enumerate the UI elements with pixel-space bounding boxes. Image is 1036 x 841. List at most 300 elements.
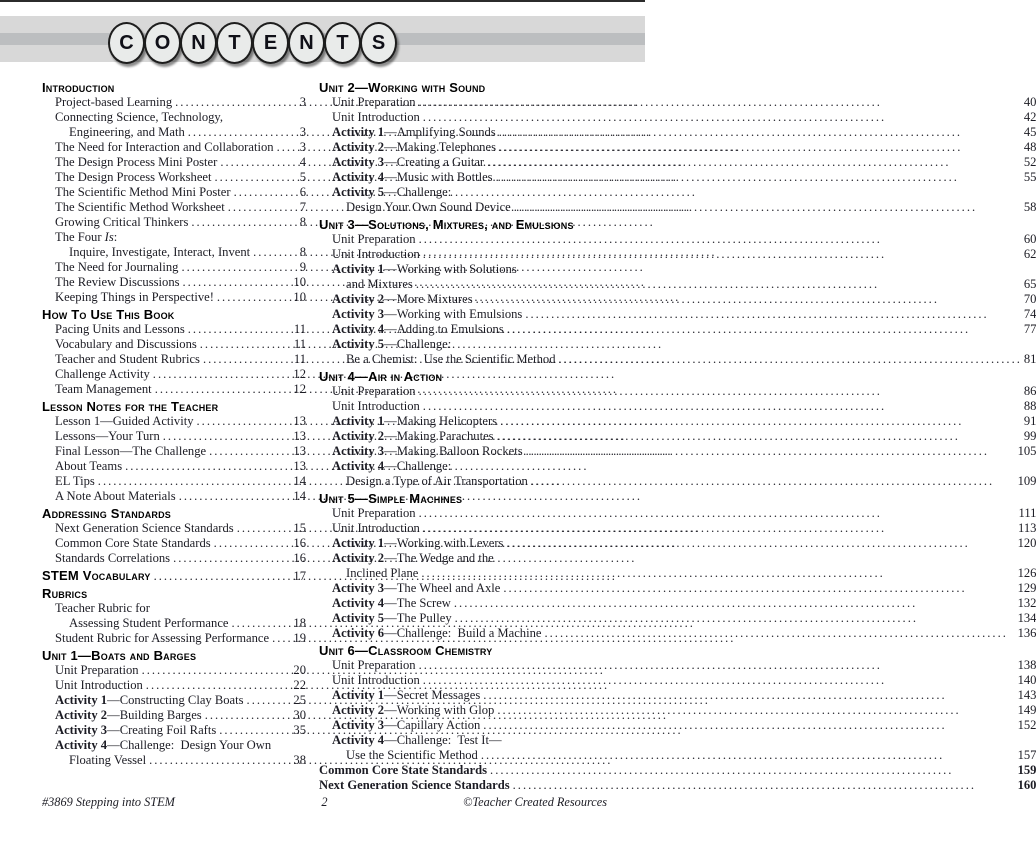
toc-entry (42, 382, 306, 397)
letter-glyph: N (191, 32, 206, 54)
toc-section (42, 648, 306, 768)
toc-entry-label: Activity 2—More Mixtures (332, 292, 473, 306)
toc-entry (42, 170, 306, 185)
toc-entry-label: The Four Is: (55, 230, 118, 244)
page-number: 88 (1023, 399, 1036, 413)
dot-leader (559, 352, 1022, 367)
toc-section (319, 491, 1036, 641)
page-number: 16 (293, 551, 306, 565)
toc-entry-label: Activity 1—Constructing Clay Boats (55, 693, 244, 707)
page-number: 129 (1017, 581, 1036, 595)
toc-entry-label: Final Lesson—The Challenge (55, 444, 207, 458)
letter-badge (180, 22, 217, 64)
toc-entry (319, 292, 1036, 307)
dot-leader (500, 414, 1022, 429)
dot-leader (454, 596, 1016, 611)
toc-entry-label: Activity 5—Challenge: (332, 337, 452, 351)
dot-leader (232, 616, 292, 631)
dot-leader (423, 521, 1016, 536)
dot-leader (205, 708, 292, 723)
toc-entry-label: Inclined Plane (346, 566, 419, 580)
toc-entry (319, 200, 1036, 215)
toc-entry (42, 215, 306, 230)
toc-entry (319, 429, 1036, 444)
section-heading-label: Unit 6—Classroom Chemistry (319, 643, 493, 658)
letter-glyph: C (119, 32, 134, 54)
section-heading-label: Unit 4—Air in Action (319, 369, 443, 384)
section-heading-label: Introduction (42, 80, 115, 95)
page-number: 62 (1023, 247, 1036, 261)
page-number: 132 (1017, 596, 1036, 610)
toc-entry (319, 566, 1036, 581)
dot-leader (98, 474, 292, 489)
dot-leader (490, 763, 1016, 778)
toc-entry (319, 673, 1036, 688)
toc-entry-label: Next Generation Science Standards (55, 521, 234, 535)
page-number: 8 (299, 215, 306, 229)
page-number: 13 (293, 429, 306, 443)
dot-leader (423, 673, 1016, 688)
page-number: 25 (293, 693, 306, 707)
toc-entry (319, 521, 1036, 536)
dot-leader (253, 245, 298, 260)
dot-leader (203, 352, 292, 367)
page-number: 15 (293, 521, 306, 535)
toc-section (42, 586, 306, 646)
page-number: 12 (293, 382, 306, 396)
toc-section (42, 399, 306, 504)
toc-section (319, 369, 1036, 489)
toc-entry-label: Activity 1—Amplifying Sounds (332, 125, 496, 139)
toc-entry (319, 551, 1036, 566)
dot-leader (483, 718, 1015, 733)
dot-leader (200, 337, 292, 352)
toc-entry (319, 703, 1036, 718)
section-heading-label: Unit 1—Boats and Barges (42, 648, 197, 663)
page-number: 157 (1017, 748, 1036, 762)
dot-leader (163, 429, 292, 444)
dot-leader (506, 536, 1015, 551)
page-number: 9 (299, 260, 306, 274)
dot-leader (217, 290, 292, 305)
dot-leader (531, 474, 1016, 489)
toc-entry-label: Challenge Activity (55, 367, 150, 381)
toc-entry (42, 352, 306, 367)
toc-entry (319, 658, 1036, 673)
page-number: 136 (1017, 626, 1036, 640)
section-heading (42, 506, 306, 521)
page-number: 17 (293, 569, 306, 583)
toc-entry (42, 738, 306, 753)
toc-entry-label: Use the Scientific Method (346, 748, 478, 762)
dot-leader (481, 748, 1016, 763)
toc-entry-label: Activity 3—Creating a Guitar (332, 155, 485, 169)
toc-entry-label: Keeping Things in Perspective! (55, 290, 214, 304)
dot-leader (419, 506, 1017, 521)
toc-entry-label: The Scientific Method Mini Poster (55, 185, 231, 199)
toc-entry (42, 110, 306, 125)
toc-entry-label: Lesson 1—Guided Activity (55, 414, 194, 428)
dot-leader (499, 140, 1022, 155)
section-heading (319, 643, 1036, 658)
toc-entry (42, 322, 306, 337)
letter-badge (108, 22, 145, 64)
page-number: 11 (293, 322, 306, 336)
toc-entry (42, 489, 306, 504)
toc-entry-label: Activity 2—The Wedge and the (332, 551, 494, 565)
toc-entry (319, 611, 1036, 626)
page-number: 6 (299, 185, 306, 199)
toc-entry-label: Activity 2—Making Telephones (332, 140, 496, 154)
section-heading (42, 648, 306, 663)
page-number: 22 (293, 678, 306, 692)
section-heading-label: How To Use This Book (42, 307, 175, 322)
page-number: 52 (1023, 155, 1036, 169)
toc-entry (319, 337, 1036, 352)
toc-entry-label: Teacher Rubric for (55, 601, 150, 615)
toc-entry (42, 185, 306, 200)
toc-entry (42, 140, 306, 155)
toc-entry (319, 125, 1036, 140)
letter-badge (216, 22, 253, 64)
toc-entry (319, 778, 1036, 793)
page-number: 81 (1023, 352, 1036, 366)
page-number: 10 (293, 290, 306, 304)
dot-leader (183, 275, 292, 290)
page-number: 111 (1018, 506, 1036, 520)
dot-leader (507, 322, 1022, 337)
dot-leader (188, 125, 298, 140)
page-number: 70 (1023, 292, 1036, 306)
toc-entry (319, 155, 1036, 170)
toc-entry-label: Activity 1—Working with Levers (332, 536, 504, 550)
page-number: 35 (293, 723, 306, 737)
dot-leader (423, 110, 1022, 125)
toc-entry (319, 414, 1036, 429)
toc-entry-label: Activity 2—Making Parachutes (332, 429, 494, 443)
toc-entry-label: EL Tips (55, 474, 95, 488)
toc-entry-label: Unit Introduction (332, 673, 420, 687)
toc-entry-label: Lessons—Your Turn (55, 429, 160, 443)
dot-leader (514, 200, 1022, 215)
dot-leader (423, 247, 1022, 262)
page-top-rule (0, 0, 645, 2)
toc-entry-label: Unit Preparation (55, 663, 139, 677)
toc-entry-label: Unit Preparation (332, 232, 416, 246)
toc-entry (319, 718, 1036, 733)
page-number: 159 (1017, 763, 1036, 777)
toc-entry-label: Engineering, and Math (69, 125, 185, 139)
dot-leader (277, 140, 298, 155)
page-number: 4 (299, 155, 306, 169)
dot-leader (214, 536, 292, 551)
toc-entry-label: Teacher and Student Rubrics (55, 352, 200, 366)
toc-entry (319, 763, 1036, 778)
toc-section (319, 643, 1036, 763)
letter-glyph: N (299, 32, 314, 54)
toc-entry (42, 663, 306, 678)
toc-entry (319, 322, 1036, 337)
toc-entry-label: Activity 1—Working with Solutions (332, 262, 517, 276)
page-number: 13 (293, 459, 306, 473)
toc-entry-label: Activity 2—Working with Glop (332, 703, 495, 717)
section-heading (319, 369, 1036, 384)
toc-entry-label: Unit Introduction (332, 110, 420, 124)
dot-leader (197, 414, 292, 429)
footer-publisher: ©Teacher Created Resources (463, 795, 607, 809)
toc-entry-label: About Teams (55, 459, 123, 473)
footer-book-id: #3869 Stepping into STEM (42, 795, 175, 809)
page-number: 40 (1023, 95, 1036, 109)
toc-entry (319, 140, 1036, 155)
toc-entry (319, 581, 1036, 596)
toc-entry-label: The Design Process Worksheet (55, 170, 212, 184)
toc-entry (42, 536, 306, 551)
toc-section (42, 506, 306, 566)
toc-entry-label: Activity 1—Secret Messages (332, 688, 481, 702)
page-number: 5 (299, 170, 306, 184)
page-number: 10 (293, 275, 306, 289)
toc-entry (319, 474, 1036, 489)
toc-entry-label: Activity 2—Building Barges (55, 708, 202, 722)
dot-leader (496, 170, 1022, 185)
toc-entry-label: Pacing Units and Lessons (55, 322, 185, 336)
toc-entry-label: The Scientific Method Worksheet (55, 200, 225, 214)
toc-section (319, 80, 1036, 215)
page-number: 77 (1023, 322, 1036, 336)
toc-entry-label: Standards Correlations (55, 551, 171, 565)
dot-leader (247, 693, 292, 708)
page-number: 58 (1023, 200, 1036, 214)
page-number: 109 (1017, 474, 1036, 488)
section-heading-label: Unit 3—Solutions, Mixtures, and Emulsions (319, 217, 574, 232)
toc-entry (42, 631, 306, 646)
toc-entry-label: The Design Process Mini Poster (55, 155, 218, 169)
toc-entry (319, 506, 1036, 521)
dot-leader (149, 753, 291, 768)
toc-entry-label: Activity 4—The Screw (332, 596, 451, 610)
letter-glyph: T (336, 32, 349, 54)
toc-entry (319, 459, 1036, 474)
toc-section (42, 307, 306, 397)
toc-entry (42, 616, 306, 631)
dot-leader (545, 626, 1016, 641)
section-heading (319, 217, 1036, 232)
section-heading (319, 80, 1036, 95)
page-number: 152 (1017, 718, 1036, 732)
dot-leader (416, 277, 1022, 292)
toc-entry (319, 733, 1036, 748)
toc-entry-label: Activity 4—Adding to Emulsions (332, 322, 504, 336)
page-number: 38 (293, 753, 306, 767)
toc-entry (42, 521, 306, 536)
page-number: 149 (1017, 703, 1036, 717)
toc-entry (319, 110, 1036, 125)
section-heading-label: Unit 5—Simple Machines (319, 491, 463, 506)
section-heading-label: Lesson Notes for the Teacher (42, 399, 219, 414)
dot-leader (155, 382, 292, 397)
toc-entry-label: Floating Vessel (69, 753, 147, 767)
section-heading-label: Rubrics (42, 586, 88, 601)
letter-glyph: S (371, 32, 386, 54)
section-heading (42, 568, 306, 584)
letter-glyph: E (263, 32, 278, 54)
toc-entry-label: Common Core State Standards (319, 763, 488, 777)
toc-entry-label: Design Your Own Sound Device (346, 200, 511, 214)
toc-entry (42, 708, 306, 723)
page-number: 11 (293, 352, 306, 366)
page-number: 19 (293, 631, 306, 645)
toc-entry (42, 125, 306, 140)
dot-leader (142, 663, 292, 678)
page-number: 7 (299, 200, 306, 214)
toc-section (42, 80, 306, 305)
dot-leader (419, 658, 1016, 673)
toc-entry (42, 723, 306, 738)
dot-leader (237, 521, 292, 536)
toc-entry (42, 260, 306, 275)
page-number: 14 (293, 474, 306, 488)
toc-entry (319, 352, 1036, 367)
page-number: 16 (293, 536, 306, 550)
toc-entry-label: Activity 3—The Wheel and Axle (332, 581, 501, 595)
toc-entry-label: Unit Introduction (332, 521, 420, 535)
letter-badge (324, 22, 361, 64)
contents-wordmark (108, 22, 396, 64)
dot-leader (181, 260, 297, 275)
dot-leader (525, 307, 1022, 322)
page-number: 3 (299, 125, 306, 139)
toc-entry (319, 596, 1036, 611)
dot-leader (497, 703, 1015, 718)
toc-entry-label: Activity 3—Working with Emulsions (332, 307, 523, 321)
toc-entry (42, 753, 306, 768)
page-number: 60 (1023, 232, 1036, 246)
dot-leader (175, 95, 298, 110)
dot-leader (476, 292, 1022, 307)
page-number: 74 (1023, 307, 1036, 321)
toc-entry (42, 367, 306, 382)
toc-entry (42, 95, 306, 110)
toc-entry-label: and Mixtures (346, 277, 413, 291)
toc-entry-label: Activity 4—Music with Bottles (332, 170, 493, 184)
page-number: 113 (1018, 521, 1036, 535)
toc-entry (42, 290, 306, 305)
toc-entry (319, 247, 1036, 262)
page-number: 160 (1017, 778, 1036, 792)
toc-entry-label: Unit Preparation (332, 95, 416, 109)
section-heading-label: Unit 2—Working with Sound (319, 80, 486, 95)
letter-badge (252, 22, 289, 64)
section-heading (42, 399, 306, 414)
toc-entry-label: The Review Discussions (55, 275, 180, 289)
toc-entry-label: Design a Type of Air Transportation (346, 474, 528, 488)
dot-leader (154, 568, 292, 584)
toc-entry-label: Connecting Science, Technology, (55, 110, 224, 124)
page-number: 65 (1023, 277, 1036, 291)
toc-entry-label: Activity 6—Challenge: Build a Machine (332, 626, 542, 640)
toc-entry (319, 232, 1036, 247)
page-number: 91 (1023, 414, 1036, 428)
toc-entry-label: Activity 3—Creating Foil Rafts (55, 723, 217, 737)
dot-leader (483, 688, 1015, 703)
toc-entry (42, 429, 306, 444)
dot-leader (419, 232, 1022, 247)
letter-badge (144, 22, 181, 64)
page-number: 3 (299, 95, 306, 109)
toc-entry (42, 337, 306, 352)
toc-entry-label: Unit Preparation (332, 506, 416, 520)
page-number: 18 (293, 616, 306, 630)
page-number: 8 (299, 245, 306, 259)
dot-leader (455, 611, 1016, 626)
page-number: 126 (1017, 566, 1036, 580)
dot-leader (234, 185, 298, 200)
dot-leader (209, 444, 291, 459)
page-number: 42 (1023, 110, 1036, 124)
toc-entry (319, 688, 1036, 703)
page-number: 12 (293, 367, 306, 381)
toc-entry-label: Activity 5—The Pulley (332, 611, 452, 625)
dot-leader (153, 367, 292, 382)
toc-entry-label: Be a Chemist: Use the Scientific Method (346, 352, 556, 366)
toc-entry (42, 155, 306, 170)
toc-body (42, 78, 1036, 792)
page-number: 143 (1017, 688, 1036, 702)
toc-entry (319, 384, 1036, 399)
dot-leader (419, 384, 1022, 399)
section-heading (42, 80, 306, 95)
dot-leader (191, 215, 297, 230)
toc-entry-label: Vocabulary and Discussions (55, 337, 197, 351)
toc-entry-label: A Note About Materials (55, 489, 176, 503)
toc-entry (42, 414, 306, 429)
toc-entry-label: Project-based Learning (55, 95, 173, 109)
toc-entry-label: Unit Introduction (55, 678, 143, 692)
dot-leader (513, 778, 1016, 793)
toc-entry (319, 307, 1036, 322)
page-number: 138 (1017, 658, 1036, 672)
dot-leader (228, 200, 298, 215)
toc-entry-label: Growing Critical Thinkers (55, 215, 189, 229)
toc-entry (42, 230, 306, 245)
dot-leader (125, 459, 291, 474)
toc-entry-label: Inquire, Investigate, Interact, Invent (69, 245, 251, 259)
section-heading-label: Addressing Standards (42, 506, 172, 521)
toc-entry-label: Activity 4—Challenge: Test It— (332, 733, 502, 747)
toc-entry-label: Student Rubric for Assessing Performance (55, 631, 270, 645)
dot-leader (188, 322, 292, 337)
section-heading (319, 491, 1036, 506)
toc-entry-label: The Need for Journaling (55, 260, 179, 274)
dot-leader (499, 125, 1022, 140)
toc-entry-label: Assessing Student Performance (69, 616, 229, 630)
page-number: 48 (1023, 140, 1036, 154)
dot-leader (215, 170, 298, 185)
toc-entry-label: Common Core State Standards (55, 536, 211, 550)
toc-entry (319, 185, 1036, 200)
letter-glyph: O (154, 32, 171, 54)
page-number: 11 (293, 337, 306, 351)
footer-page-number: 2 (321, 795, 328, 809)
toc-entry-label: Unit Introduction (332, 247, 420, 261)
toc-section (42, 568, 306, 584)
page-number: 86 (1023, 384, 1036, 398)
dot-leader (487, 155, 1022, 170)
page-footer (42, 795, 607, 810)
dot-leader (179, 489, 292, 504)
toc-entry (42, 693, 306, 708)
